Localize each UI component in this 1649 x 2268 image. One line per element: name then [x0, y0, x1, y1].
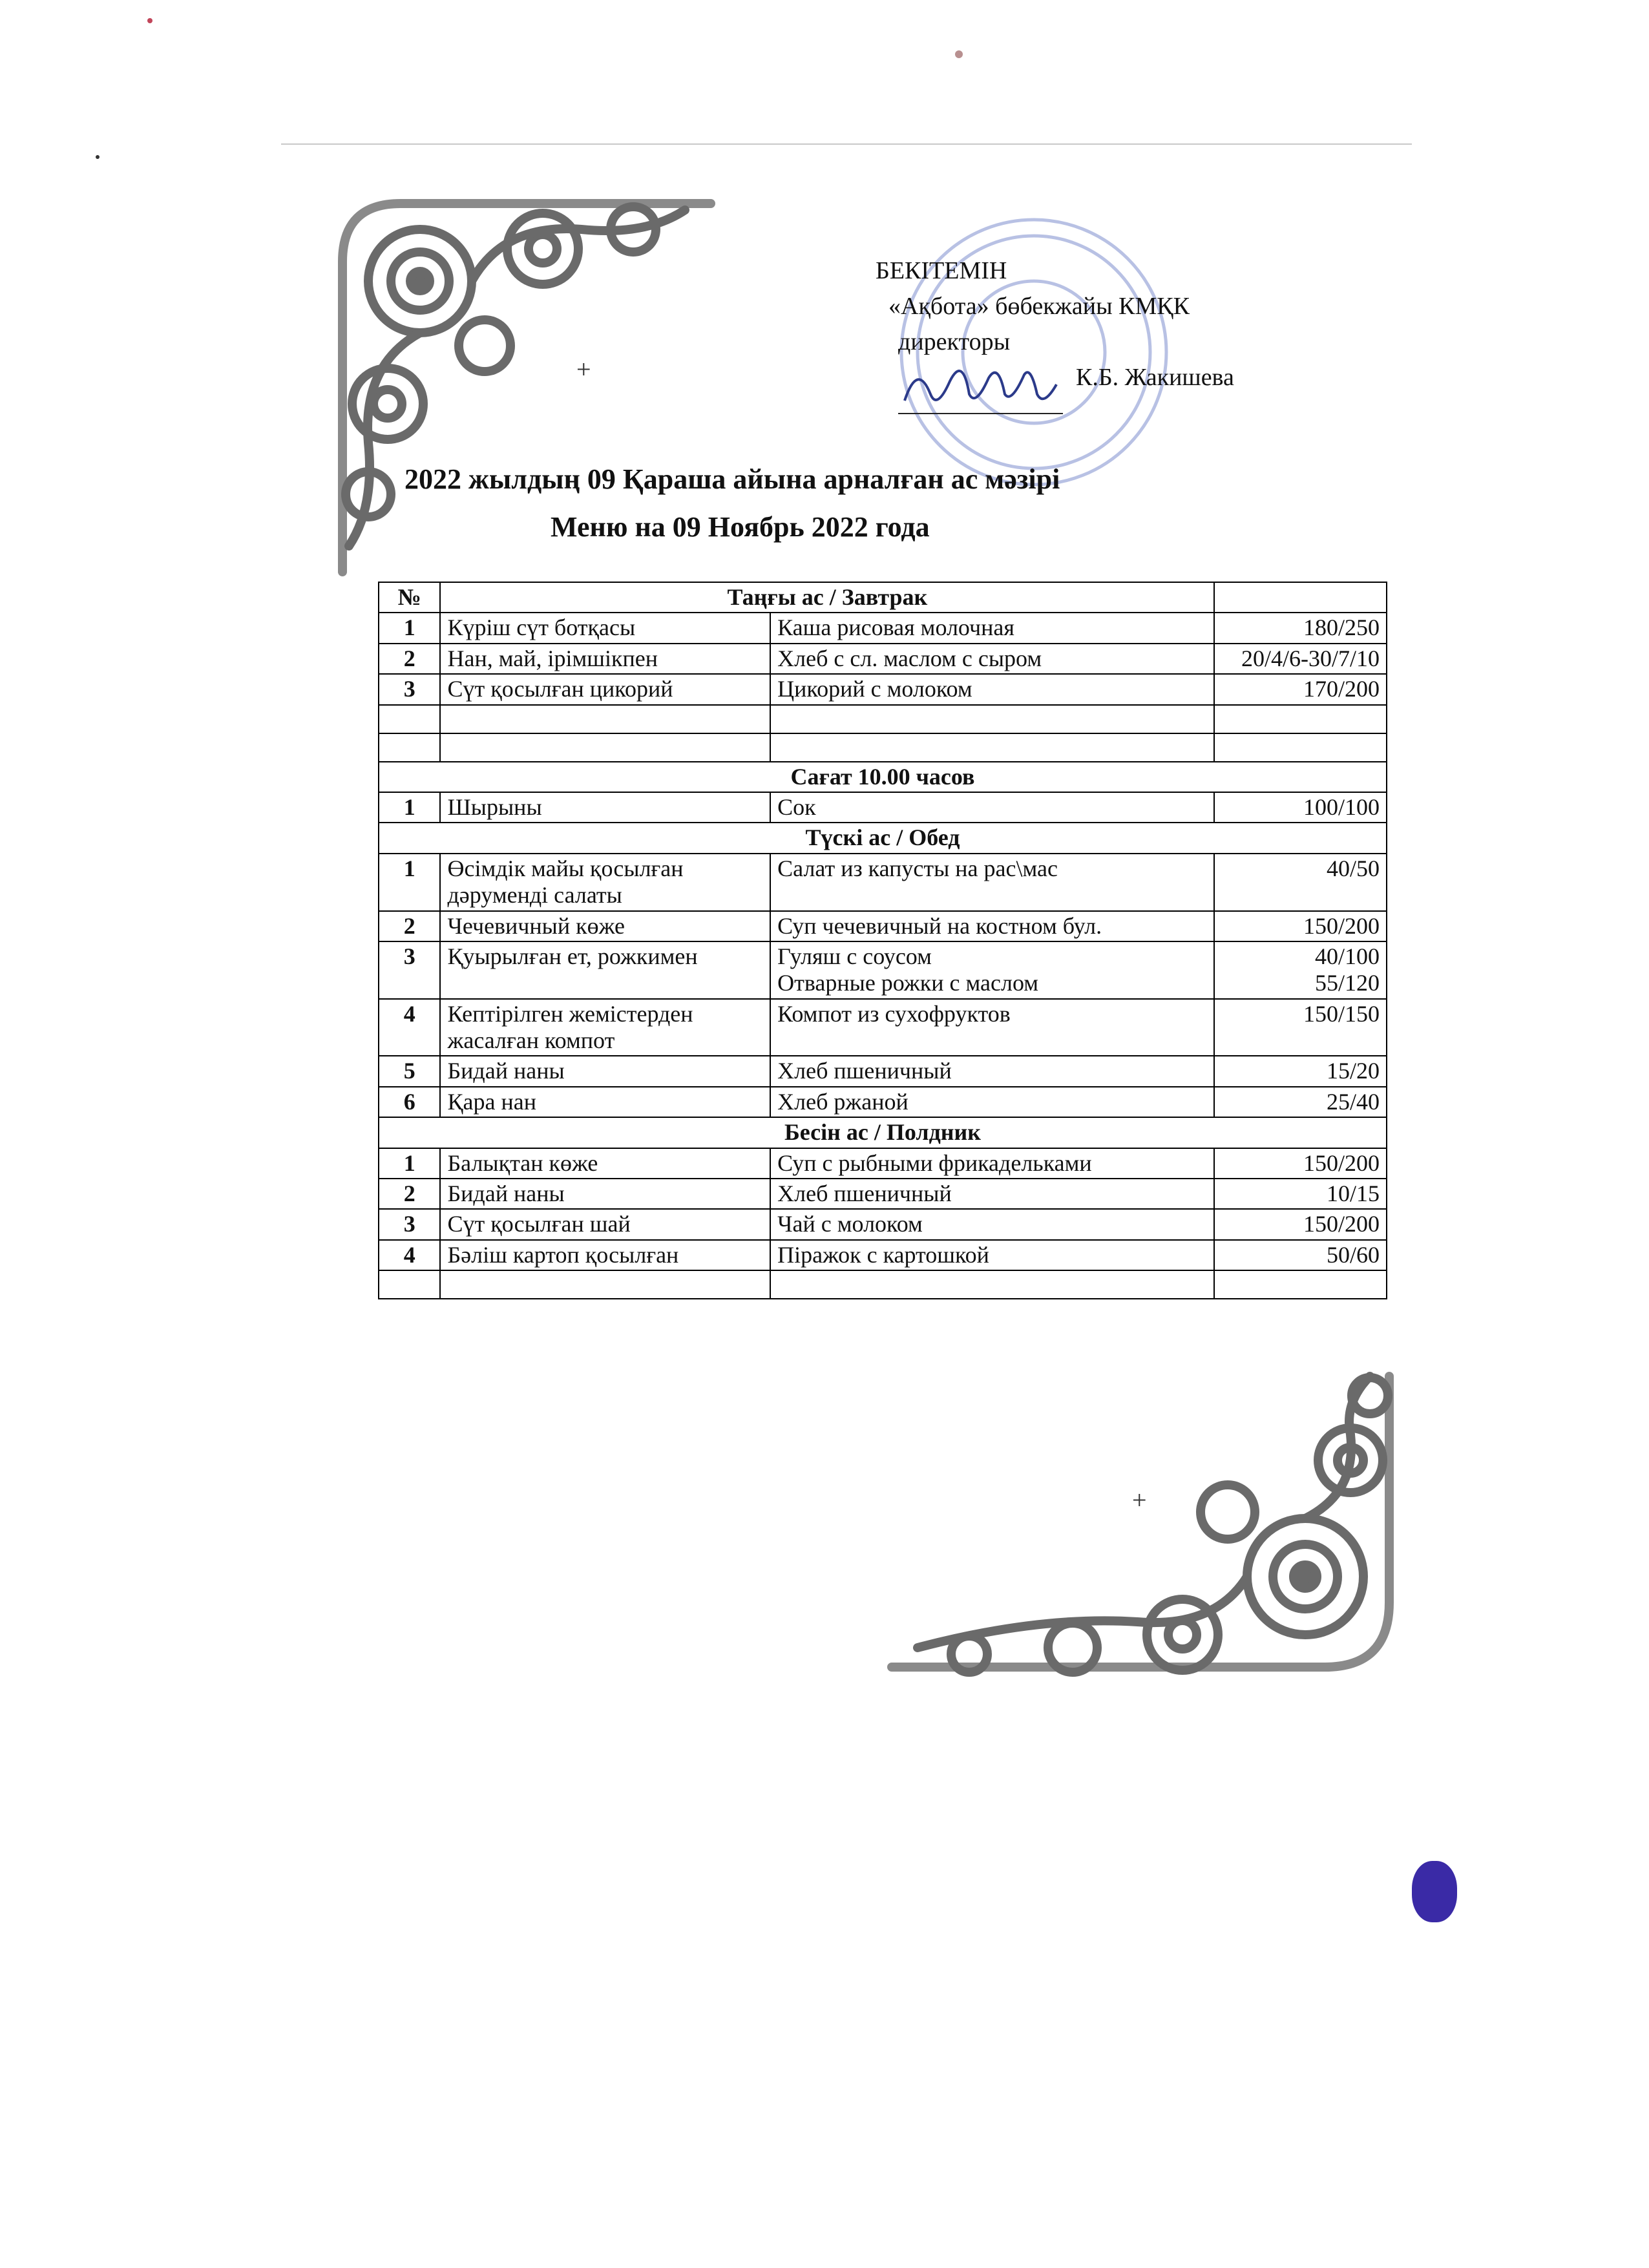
portion-weight: 25/40	[1214, 1087, 1387, 1117]
portion-weight: 15/20	[1214, 1056, 1387, 1086]
section-header-snack	[379, 762, 1387, 792]
menu-row	[379, 674, 1387, 704]
empty-cell	[440, 1270, 770, 1299]
dish-name-ru: Хлеб ржаной	[770, 1087, 1214, 1117]
empty-cell	[440, 733, 770, 762]
row-number: 1	[379, 854, 440, 911]
menu-row	[379, 911, 1387, 941]
empty-row	[379, 733, 1387, 762]
row-number: 3	[379, 941, 440, 999]
row-number: 3	[379, 674, 440, 704]
portion-weight: 180/250	[1214, 613, 1387, 643]
dish-name-kz: Қуырылған ет, рожкимен	[440, 941, 770, 999]
dish-name-ru: Каша рисовая молочная	[770, 613, 1214, 643]
menu-row	[379, 1087, 1387, 1117]
corner-ornament-bottom-right	[879, 1363, 1409, 1686]
menu-row	[379, 613, 1387, 643]
dish-name-ru: Суп чечевичный на костном бул.	[770, 911, 1214, 941]
row-number: 1	[379, 1148, 440, 1179]
dish-name-ru: Суп с рыбными фрикадельками	[770, 1148, 1214, 1179]
dish-name-ru: Хлеб пшеничный	[770, 1056, 1214, 1086]
ink-blot	[1412, 1861, 1457, 1922]
portion-weight: 150/200	[1214, 1209, 1387, 1239]
dish-name-kz: Бидай наны	[440, 1179, 770, 1209]
empty-row	[379, 1270, 1387, 1299]
dish-name-ru: Салат из капусты на рас\мас	[770, 854, 1214, 911]
empty-cell	[1214, 733, 1387, 762]
dish-name-kz: Чечевичный көже	[440, 911, 770, 941]
dish-name-kz: Балықтан көже	[440, 1148, 770, 1179]
portion-weight: 170/200	[1214, 674, 1387, 704]
dish-name-ru: Гуляш с соусом Отварные рожки с маслом	[770, 941, 1214, 999]
dish-name-kz: Күріш сүт ботқасы	[440, 613, 770, 643]
menu-table	[378, 582, 1387, 1299]
dish-name-ru: Компот из сухофруктов	[770, 999, 1214, 1056]
empty-cell	[1214, 1270, 1387, 1299]
menu-row	[379, 1209, 1387, 1239]
dish-name-ru: Сок	[770, 792, 1214, 823]
approval-org: «Ақбота» бөбекжайы КМҚК	[888, 293, 1190, 320]
menu-row	[379, 999, 1387, 1056]
section-title: Түскі ас / Обед	[379, 823, 1387, 853]
empty-cell	[440, 705, 770, 733]
approval-heading: БЕКІТЕМІН	[876, 257, 1007, 284]
approval-position: директоры	[898, 328, 1011, 356]
portion-weight: 150/150	[1214, 999, 1387, 1056]
dish-name-ru: Хлеб пшеничный	[770, 1179, 1214, 1209]
portion-weight: 150/200	[1214, 1148, 1387, 1179]
empty-cell	[770, 705, 1214, 733]
portion-weight: 40/50	[1214, 854, 1387, 911]
section-title: Бесін ас / Полдник	[379, 1117, 1387, 1148]
dish-name-kz: Шырыны	[440, 792, 770, 823]
portion-weight: 50/60	[1214, 1240, 1387, 1270]
menu-row	[379, 1240, 1387, 1270]
row-number: 1	[379, 792, 440, 823]
title-kz: 2022 жылдың 09 Қараша айына арналған ас мәзірі	[404, 463, 1060, 495]
empty-cell	[379, 705, 440, 733]
dish-name-kz: Сүт қосылған шай	[440, 1209, 770, 1239]
speck	[147, 18, 152, 23]
dish-name-kz: Қара нан	[440, 1087, 770, 1117]
approval-name: К.Б. Жакишева	[1076, 364, 1234, 392]
menu-row	[379, 1179, 1387, 1209]
row-number: 4	[379, 999, 440, 1056]
menu-row	[379, 941, 1387, 999]
row-number: 1	[379, 613, 440, 643]
portion-weight: 20/4/6-30/7/10	[1214, 644, 1387, 674]
dish-name-ru: Чай с молоком	[770, 1209, 1214, 1239]
row-number: 5	[379, 1056, 440, 1086]
top-scan-line	[281, 143, 1412, 145]
section-title: Сағат 10.00 часов	[379, 762, 1387, 792]
num-header: №	[379, 582, 440, 613]
menu-row	[379, 1148, 1387, 1179]
row-number: 3	[379, 1209, 440, 1239]
portion-weight: 100/100	[1214, 792, 1387, 823]
section-header-afternoon	[379, 1117, 1387, 1148]
dish-name-kz: Бидай наны	[440, 1056, 770, 1086]
row-number: 6	[379, 1087, 440, 1117]
dish-name-kz: Нан, май, ірімшікпен	[440, 644, 770, 674]
empty-cell	[379, 1270, 440, 1299]
dish-name-ru: Цикорий с молоком	[770, 674, 1214, 704]
menu-row	[379, 1056, 1387, 1086]
portion-weight: 40/100 55/120	[1214, 941, 1387, 999]
empty-cell	[770, 733, 1214, 762]
empty-row	[379, 705, 1387, 733]
dish-name-ru: Хлеб с сл. маслом с сыром	[770, 644, 1214, 674]
menu-row	[379, 792, 1387, 823]
menu-row	[379, 644, 1387, 674]
approval-block	[876, 253, 1234, 395]
portion-weight: 150/200	[1214, 911, 1387, 941]
row-number: 2	[379, 911, 440, 941]
menu-row	[379, 854, 1387, 911]
empty-cell	[379, 733, 440, 762]
section-header-lunch	[379, 823, 1387, 853]
dish-name-kz: Сүт қосылған цикорий	[440, 674, 770, 704]
speck	[96, 155, 100, 159]
plus-mark: +	[1132, 1486, 1147, 1515]
portion-weight: 10/15	[1214, 1179, 1387, 1209]
row-number: 2	[379, 1179, 440, 1209]
empty-cell	[1214, 582, 1387, 613]
dish-name-ru: Піражок с картошкой	[770, 1240, 1214, 1270]
row-number: 4	[379, 1240, 440, 1270]
plus-mark: +	[576, 355, 591, 384]
empty-cell	[770, 1270, 1214, 1299]
section-header-breakfast	[379, 582, 1387, 613]
dish-name-kz: Кептірілген жемістерден жасалған компот	[440, 999, 770, 1056]
dish-name-kz: Өсімдік майы қосылған дәруменді салаты	[440, 854, 770, 911]
section-title: Таңғы ас / Завтрак	[440, 582, 1214, 613]
row-number: 2	[379, 644, 440, 674]
title-ru: Меню на 09 Ноябрь 2022 года	[551, 511, 930, 543]
dish-name-kz: Бәліш картоп қосылған	[440, 1240, 770, 1270]
empty-cell	[1214, 705, 1387, 733]
speck	[955, 50, 963, 58]
